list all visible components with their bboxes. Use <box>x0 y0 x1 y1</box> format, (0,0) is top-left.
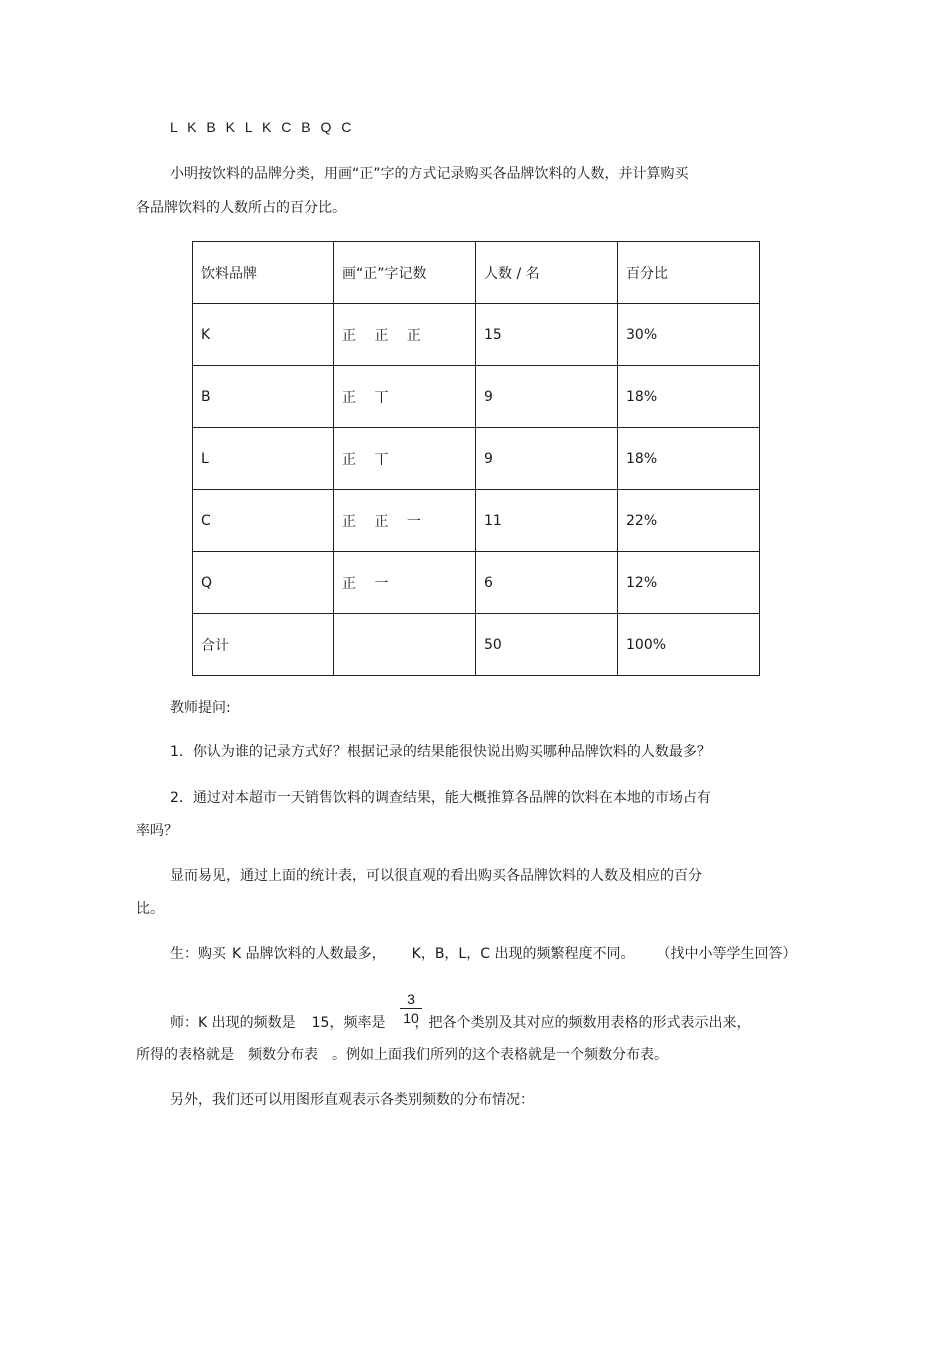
student-b: K 品牌饮料的人数最多， <box>232 946 386 962</box>
header-brand: 饮料品牌 <box>193 242 334 304</box>
teacher-answer-line-2 <box>136 1044 668 1064</box>
student-c: K，B，L，C 出现的频繁程度不同。 <box>411 946 635 962</box>
table-row <box>193 304 760 366</box>
cell-tally: 正 丅 <box>334 366 476 428</box>
table-total-row <box>193 614 760 676</box>
cell-tally: 正 一 <box>334 552 476 614</box>
cell-count: 9 <box>476 366 618 428</box>
cell-percent: 100% <box>618 614 760 676</box>
student-d: （找中小等学生回答） <box>656 946 797 962</box>
closing-line: 另外，我们还可以用图形直观表示各类别频数的分布情况： <box>170 1092 534 1108</box>
cell-tally: 正 正 一 <box>334 490 476 552</box>
teacher-answer <box>170 1012 750 1032</box>
cell-count: 6 <box>476 552 618 614</box>
fraction-denominator: 10 <box>403 1010 419 1026</box>
cell-brand: C <box>193 490 334 552</box>
letter-sequence: L K B K L K C B Q C <box>170 119 355 135</box>
fraction-bar <box>400 1008 422 1009</box>
teacher-b: 15，频率是 <box>311 1015 386 1031</box>
cell-percent: 18% <box>618 366 760 428</box>
table-row <box>193 428 760 490</box>
cell-brand: L <box>193 428 334 490</box>
intro-line-1: 小明按饮料的品牌分类，用画“正”字的方式记录购买各品牌饮料的人数，并计算购买 <box>170 166 689 182</box>
cell-brand: Q <box>193 552 334 614</box>
cell-percent: 18% <box>618 428 760 490</box>
cell-tally: 正 丅 <box>334 428 476 490</box>
teacher-c: ，把各个类别及其对应的频数用表格的形式表示出来， <box>414 1015 751 1031</box>
header-percent: 百分比 <box>618 242 760 304</box>
cell-tally: 正 正 正 <box>334 304 476 366</box>
header-count: 人数 / 名 <box>476 242 618 304</box>
cell-brand: K <box>193 304 334 366</box>
cell-tally <box>334 614 476 676</box>
cell-percent: 12% <box>618 552 760 614</box>
student-answer <box>170 943 796 963</box>
teacher-line2c: 。例如上面我们所列的这个表格就是一个频数分布表。 <box>332 1047 668 1063</box>
cell-percent: 22% <box>618 490 760 552</box>
cell-percent: 30% <box>618 304 760 366</box>
table-row <box>193 490 760 552</box>
header-tally: 画“正”字记数 <box>334 242 476 304</box>
teacher-line2a: 所得的表格就是 <box>136 1047 234 1063</box>
table-row <box>193 552 760 614</box>
question-2-line-1: 2．通过对本超市一天销售饮料的调查结果，能大概推算各品牌的饮料在本地的市场占有 <box>170 790 711 806</box>
cell-brand: B <box>193 366 334 428</box>
intro-line-2: 各品牌饮料的人数所占的百分比。 <box>136 200 346 216</box>
term-frequency-table: 频数分布表 <box>248 1047 318 1063</box>
frequency-table <box>192 241 760 676</box>
obvious-line-1: 显而易见，通过上面的统计表，可以很直观的看出购买各品牌饮料的人数及相应的百分 <box>170 868 702 884</box>
question-2-line-2: 率吗？ <box>136 823 178 839</box>
frequency-fraction <box>400 991 422 1026</box>
cell-count: 11 <box>476 490 618 552</box>
student-a: 生：购买 <box>170 946 226 962</box>
table-header-row <box>193 242 760 304</box>
cell-count: 50 <box>476 614 618 676</box>
cell-count: 15 <box>476 304 618 366</box>
cell-count: 9 <box>476 428 618 490</box>
question-1: 1．你认为谁的记录方式好？根据记录的结果能很快说出购买哪种品牌饮料的人数最多？ <box>170 744 711 760</box>
obvious-line-2: 比。 <box>136 901 164 917</box>
teacher-a: 师：K 出现的频数是 <box>170 1015 296 1031</box>
fraction-numerator: 3 <box>407 991 415 1007</box>
cell-brand: 合计 <box>193 614 334 676</box>
teacher-question-title: 教师提问: <box>170 700 231 716</box>
table-row <box>193 366 760 428</box>
